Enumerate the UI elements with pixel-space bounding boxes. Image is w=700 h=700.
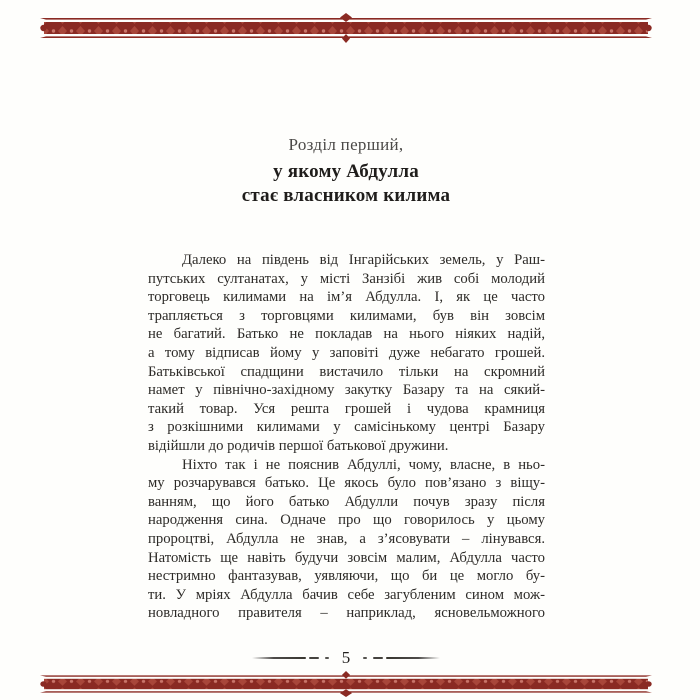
chapter-title-line1: у якому Абдулла (273, 161, 419, 182)
ornament-border-top-icon (40, 13, 652, 43)
body-line: Ніхто так і не пояснив Абдуллі, чому, власне, в ньо- (182, 456, 545, 473)
body-line: нестримно фантазував, уявляючи, що би це могло бу- (148, 568, 545, 585)
body-line: Натомість ще навіть будучи зовсім малим, Абдулла часто (148, 549, 545, 566)
body-line: ванням, що його батько Абдулли почув зразу після (148, 493, 545, 510)
folio-row (93, 648, 599, 668)
body-line: відійшли до родичів першої батькової дружини. (148, 437, 449, 454)
body-line: торговець килимами на ім’я Абдулла. І, як це часто (148, 289, 545, 306)
body-line: такий товар. Уся решта грошей і чудова крамниця (148, 400, 545, 417)
body-line: не багатий. Батько не покладав на нього ніяких надій, (148, 326, 545, 343)
folio-dash-left (309, 657, 319, 659)
body-line: трапляється з торговцями килимами, був він зовсім (148, 307, 545, 324)
folio-dash-right (373, 657, 383, 659)
body-line: му розчарувався батько. Це якось було пов’язано з віщу- (148, 475, 545, 492)
body-line: намет у північно-західному закутку Базару та на сякий- (148, 382, 545, 399)
body-line: а тому відписав йому у заповіті дуже небагато грошей. (148, 344, 545, 361)
body-line: путських султанатах, у місті Занзібі жив собі молодий (148, 270, 545, 287)
body-line: з розкішними килимами у самісінькому центрі Базару (148, 419, 545, 436)
folio-rule-left (252, 657, 306, 659)
folio-dot-left (325, 657, 329, 659)
folio-rule-right (386, 657, 440, 659)
body-line: Батьківської спадщини вистачило тільки на скромний (148, 363, 545, 380)
body-line: ти. У мріях Абдулла бачив себе загубленим сином мож- (148, 586, 545, 603)
chapter-title-line2: стає власником килима (241, 185, 451, 206)
ornament-border-bottom-icon (40, 671, 652, 697)
chapter-label: Розділ перший, (288, 135, 404, 154)
body-line: Далеко на південь від Інгарійських земель, у Раш- (182, 252, 545, 268)
folio-dot-right (363, 657, 367, 659)
body-line: новладного правителя – наприклад, ясновельможного (148, 605, 545, 622)
body-text (148, 251, 545, 623)
page-number: 5 (341, 648, 351, 667)
body-line: народження сина. Одначе про що говорилось у цьому (148, 512, 545, 529)
body-line: пророцтві, Абдулла не знав, а з’ясовувати – лінувався. (148, 530, 545, 547)
